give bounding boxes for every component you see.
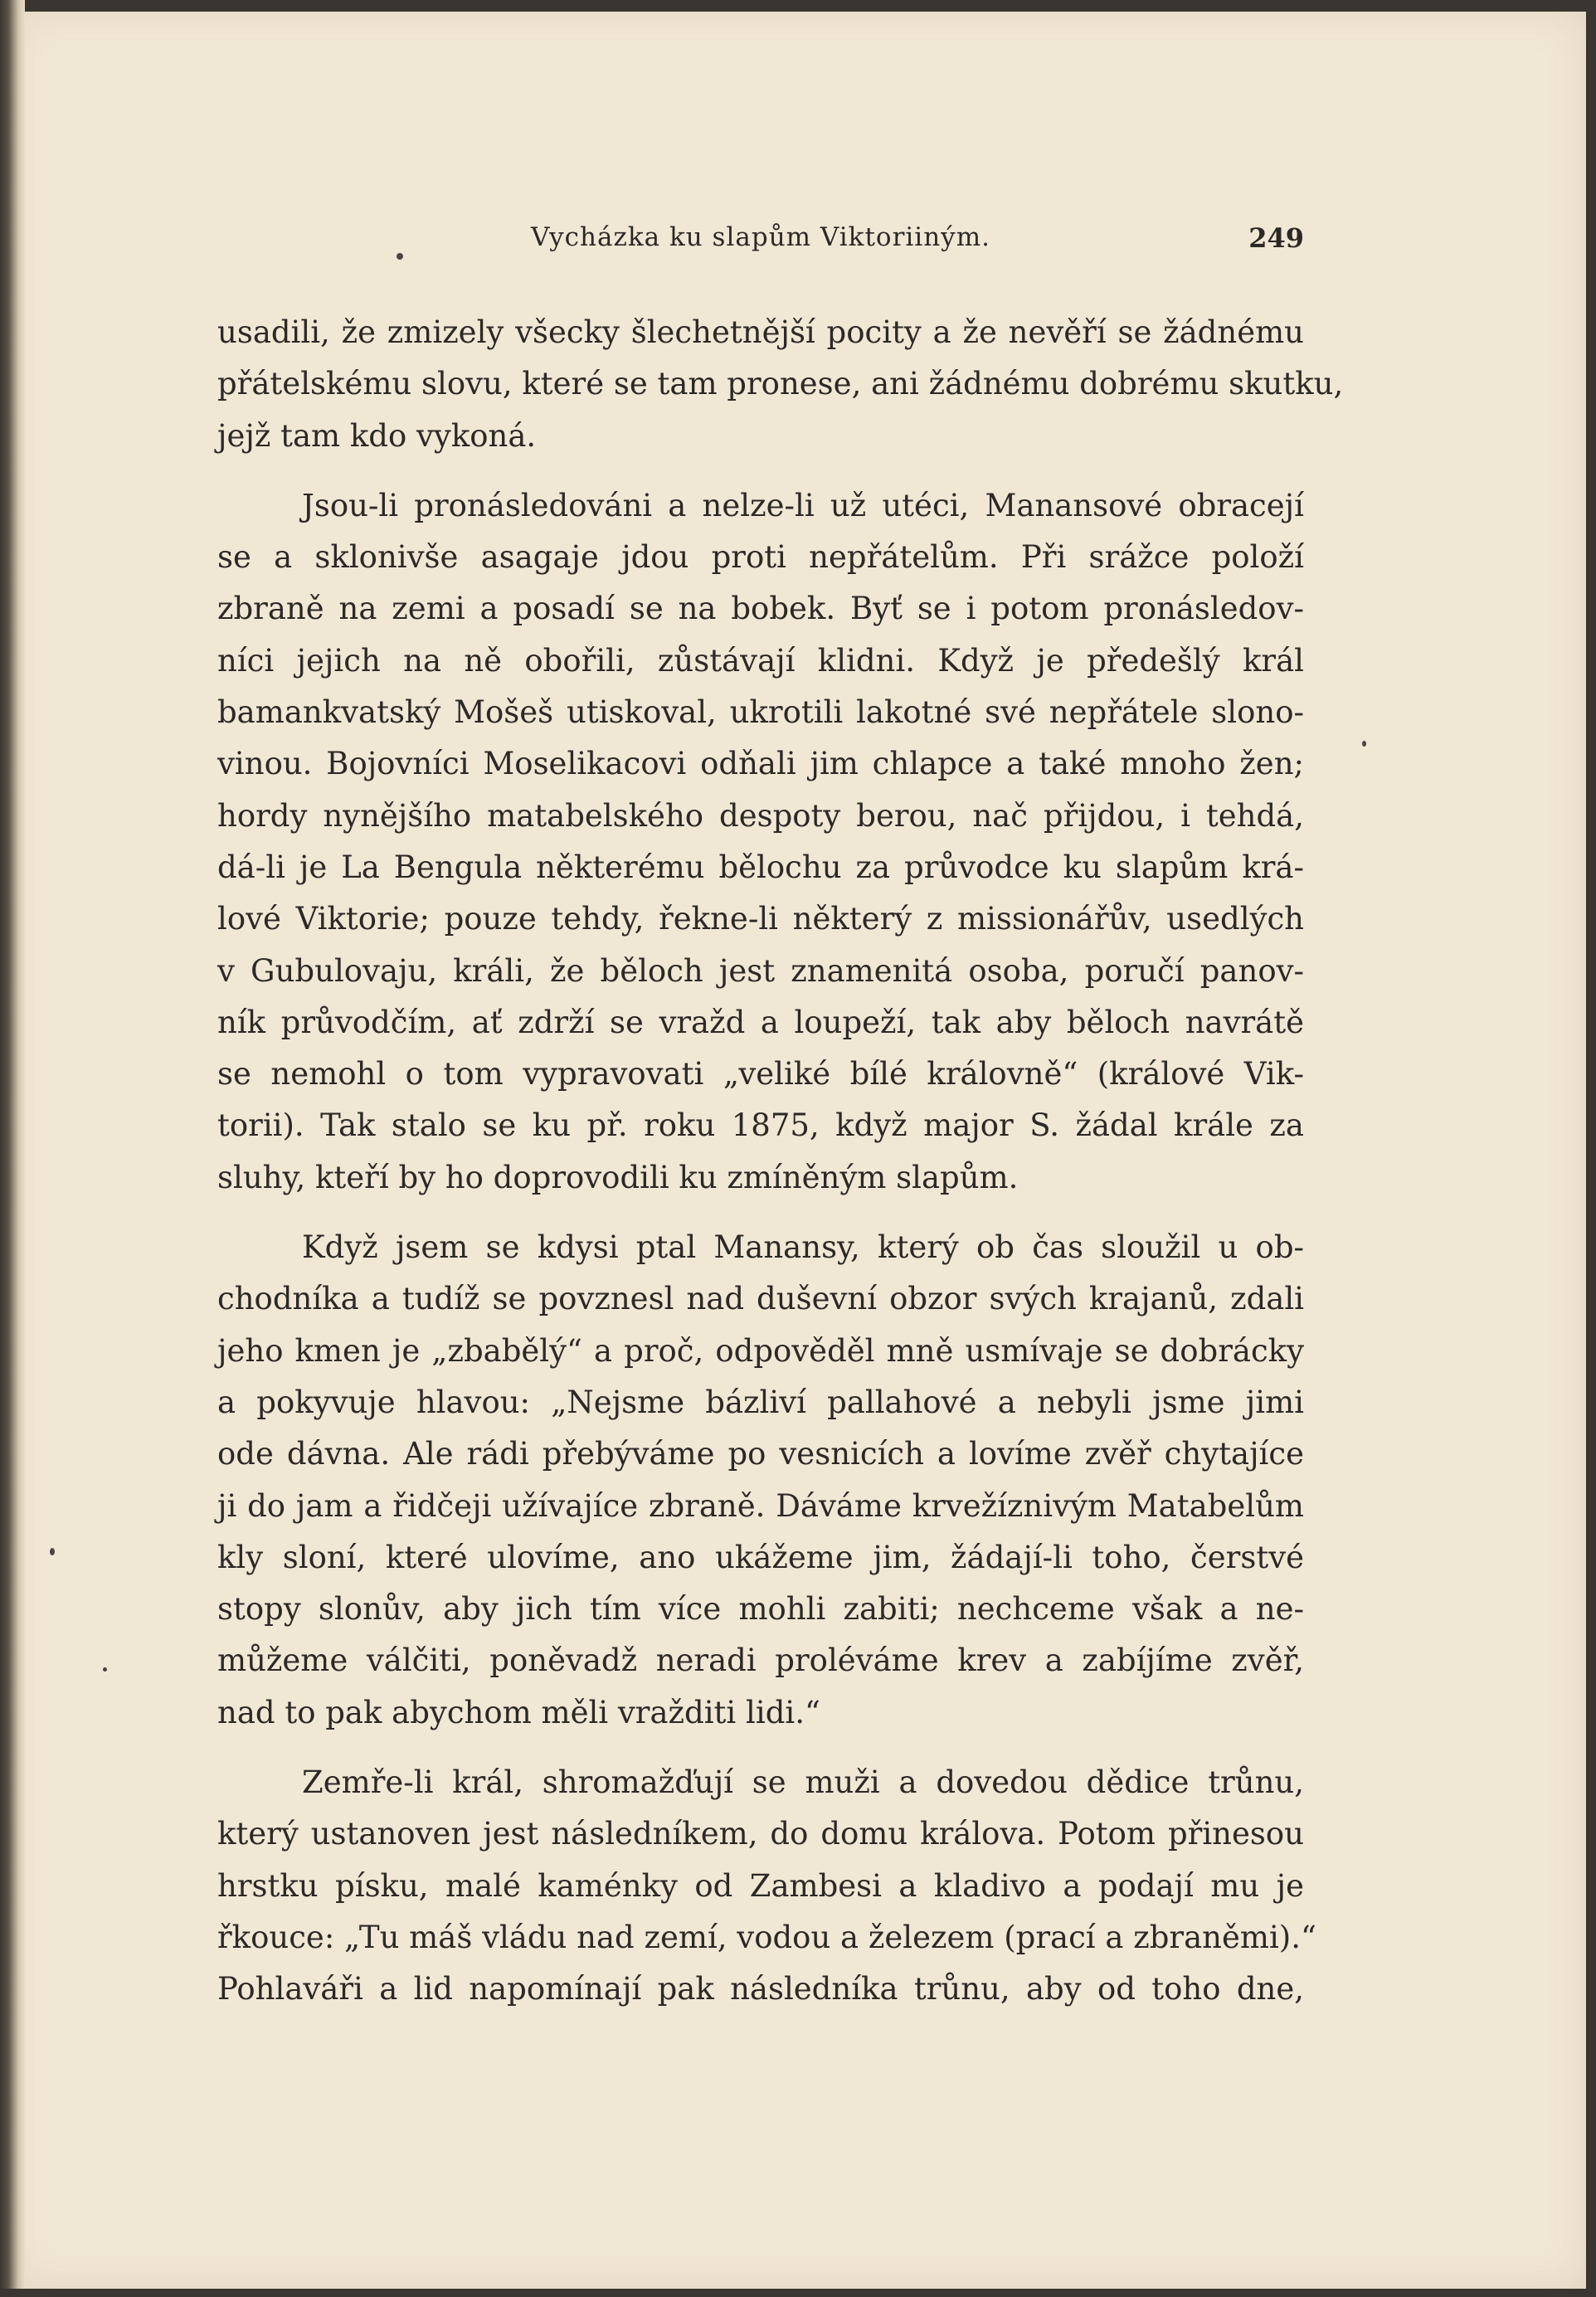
text-line: stopy slonův, aby jich tím více mohli zabiti; nechceme však a ne- — [217, 1591, 1304, 1628]
text-line: se nemohl o tom vypravovati „veliké bílé královně“ (králové Vik- — [217, 1056, 1304, 1093]
text-line: vinou. Bojovníci Moselikacovi odňali jim chlapce a také mnoho žen; — [217, 746, 1304, 782]
scan-border-right — [1586, 0, 1596, 2297]
text-line: který ustanoven jest následníkem, do domu králova. Potom přinesou — [217, 1816, 1304, 1852]
text-line: jejž tam kdo vykoná. — [217, 417, 537, 454]
text-line: přátelskému slovu, které se tam pronese, ani žádnému dobrému skutku, — [217, 366, 1344, 402]
paragraph-gap — [217, 1739, 1304, 1757]
text-line: kly sloní, které ulovíme, ano ukážeme jim, žádají-li toho, čerstvé — [217, 1539, 1304, 1575]
paper-speck — [50, 1548, 55, 1555]
text-line: ji do jam a řidčeji užívajíce zbraně. Dáváme krvežíznivým Matabelům — [217, 1487, 1304, 1524]
paragraph-gap — [217, 1204, 1304, 1222]
text-line: Když jsem se kdysi ptal Manansy, který ob čas sloužil u ob- — [302, 1229, 1304, 1266]
text-line: ník průvodčím, ať zdrží se vražd a loupeží, tak aby běloch navrátě — [217, 1004, 1304, 1040]
text-line: sluhy, kteří by ho doprovodili ku zmíněným slapům. — [217, 1159, 1019, 1195]
running-title: Vycházka ku slapům Viktoriiným. — [531, 222, 990, 252]
text-line: jeho kmen je „zbabělý“ a proč, odpověděl mně usmívaje se dobrácky — [217, 1332, 1304, 1369]
running-header — [217, 222, 1304, 272]
text-line: bamankvatský Mošeš utiskoval, ukrotili lakotné své nepřátele slono- — [217, 694, 1304, 731]
body-text — [217, 307, 1344, 2016]
text-line: torii). Tak stalo se ku př. roku 1875, když major S. žádal krále za — [217, 1107, 1304, 1144]
page-number: 249 — [1248, 222, 1304, 254]
text-line: Jsou-li pronásledováni a nelze-li už utéci, Manansové obracejí — [302, 487, 1304, 523]
text-line: usadili, že zmizely všecky šlechetnější pocity a že nevěří se žádnému — [217, 314, 1304, 350]
paragraph — [217, 1222, 1304, 1739]
text-line: a pokyvuje hlavou: „Nejsme bázliví pallahové a nebyli jsme jimi — [217, 1384, 1304, 1420]
text-line: řkouce: „Tu máš vládu nad zemí, vodou a železem (prací a zbraněmi).“ — [217, 1919, 1316, 1955]
paragraph — [217, 1757, 1316, 2015]
text-line: hordy nynějšího matabelského despoty berou, nač přijdou, i tehdá, — [217, 797, 1304, 834]
text-line: dá-li je La Bengula některému bělochu za průvodce ku slapům krá- — [217, 849, 1304, 885]
text-line: Pohlaváři a lid napomínají pak následníka trůnu, aby od toho dne, — [217, 1971, 1304, 2007]
paragraph — [217, 307, 1344, 462]
text-line: ode dávna. Ale rádi přebýváme po vesnicích a lovíme zvěř chytajíce — [217, 1436, 1304, 1472]
paper-speck — [103, 1667, 107, 1672]
text-line: hrstku písku, malé kaménky od Zambesi a kladivo a podají mu je — [217, 1867, 1304, 1904]
scan-border-top — [0, 0, 1596, 12]
text-line: zbraně na zemi a posadí se na bobek. Byť se i potom pronásledov- — [217, 591, 1304, 627]
paper-speck — [1362, 741, 1366, 747]
text-line: Zemře-li král, shromažďují se muži a dovedou dědice trůnu, — [302, 1764, 1304, 1801]
text-line: chodníka a tudíž se povznesl nad duševní obzor svých krajanů, zdali — [217, 1281, 1304, 1317]
page-gutter — [0, 0, 25, 2297]
text-line: v Gubulovaju, králi, že běloch jest znamenitá osoba, poručí panov- — [217, 952, 1304, 989]
paragraph — [217, 480, 1304, 1204]
text-line: lové Viktorie; pouze tehdy, řekne-li některý z missionářův, usedlých — [217, 901, 1304, 937]
text-line: se a sklonivše asagaje jdou proti nepřátelům. Při srážce položí — [217, 539, 1304, 576]
scan-border-bottom — [0, 2289, 1596, 2297]
text-line: můžeme válčiti, poněvadž neradi proléváme krev a zabíjíme zvěř, — [217, 1642, 1304, 1679]
text-line: nad to pak abychom měli vražditi lidi.“ — [217, 1694, 820, 1730]
paragraph-gap — [217, 462, 1304, 480]
text-line: níci jejich na ně obořili, zůstávají klidni. Když je předešlý král — [217, 642, 1304, 679]
